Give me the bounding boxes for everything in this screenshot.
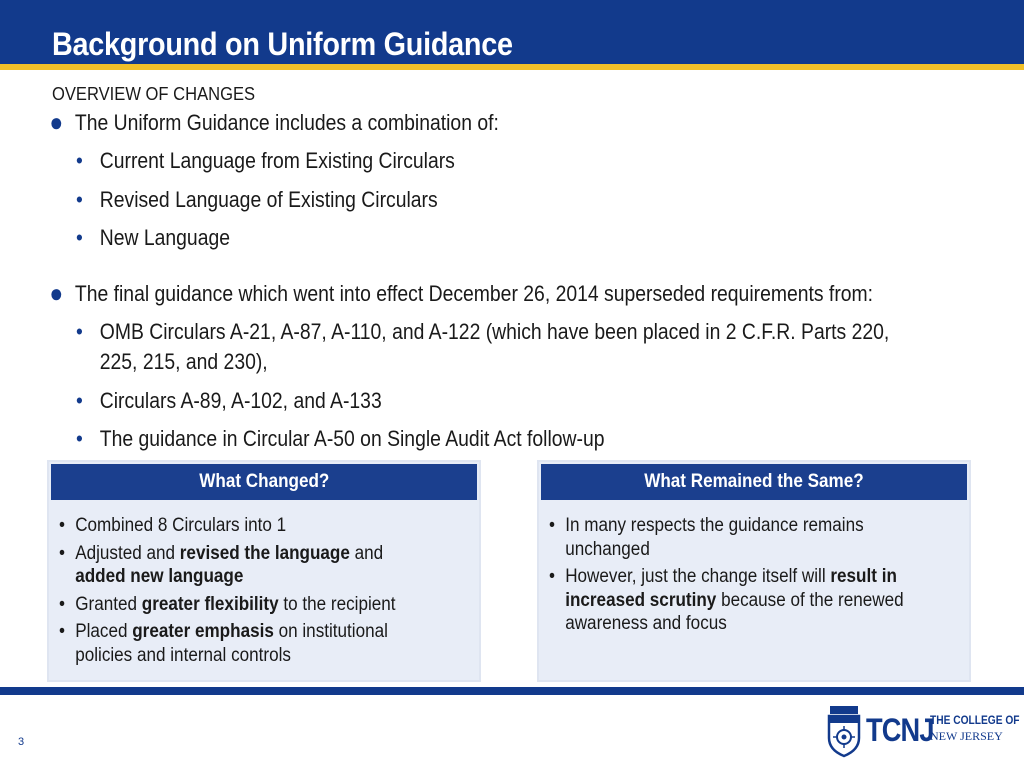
bullet-dot-icon: •: [59, 542, 65, 564]
bullet-dot-icon: •: [76, 426, 83, 451]
what-changed-heading: [51, 464, 477, 500]
sub-bullet-text: Current Language from Existing Circulars: [99, 148, 455, 173]
sub-bullet-item: [76, 187, 438, 213]
item-emphasis: result in increased scrutiny: [565, 566, 897, 611]
bullet-dot-icon: •: [76, 187, 83, 212]
bullet-dot-icon: •: [76, 319, 83, 344]
what-remained-heading: [541, 464, 967, 500]
bullet-dot-icon: •: [549, 566, 555, 587]
item-text: Combined 8 Circulars into 1: [75, 515, 287, 536]
sub-bullet-continuation: [76, 349, 268, 375]
bullet-dot-icon: •: [76, 225, 83, 250]
what-remained-list: [549, 514, 961, 640]
list-item: [59, 542, 487, 589]
item-text: to the recipient: [278, 593, 396, 615]
tcnj-logo: [826, 704, 1020, 760]
item-text: Adjusted and: [75, 542, 180, 564]
slide-subtitle: OVERVIEW OF CHANGES: [52, 84, 256, 104]
bullet-item: [49, 278, 874, 308]
item-text: Granted: [75, 593, 142, 615]
sub-bullet-text: Revised Language of Existing Circulars: [99, 187, 438, 212]
item-text: because of the renewed awareness and focus: [565, 589, 904, 634]
slide-title: Background on Uniform Guidance: [52, 26, 513, 62]
bullet-dot-icon: ●: [49, 278, 64, 308]
item-emphasis: revised the language: [179, 542, 350, 564]
sub-bullet-text: New Language: [99, 225, 231, 250]
bullet-dot-icon: •: [59, 593, 65, 615]
header-accent-line: [0, 64, 1024, 70]
sub-bullet-item: [76, 148, 455, 174]
sub-bullet-item: [76, 388, 382, 414]
list-item: [59, 593, 487, 617]
sub-bullet-item: [76, 319, 889, 345]
bullet-dot-icon: •: [59, 515, 65, 536]
sub-bullet-item: [76, 426, 604, 452]
list-item: [59, 514, 487, 538]
footer-bar: [0, 687, 1024, 695]
bullet-dot-icon: •: [76, 148, 83, 173]
logo-college-text: THE COLLEGE OF: [930, 713, 1020, 727]
sub-bullet-text: Circulars A-89, A-102, and A-133: [99, 388, 382, 413]
item-text: In many respects the guidance remains unchanged: [565, 515, 864, 560]
item-emphasis: added new language: [75, 566, 244, 587]
what-remained-panel: [537, 460, 971, 682]
bullet-dot-icon: •: [76, 388, 83, 413]
item-text: on institutional policies and internal controls: [75, 621, 388, 666]
item-text: and: [349, 542, 384, 564]
sub-bullet-text: The guidance in Circular A-50 on Single Audit Act follow-up: [99, 426, 605, 451]
list-item: [59, 620, 427, 667]
bullet-text: The Uniform Guidance includes a combination of:: [74, 110, 499, 135]
sub-bullet-text: 225, 215, and 230),: [99, 349, 268, 374]
bullet-dot-icon: ●: [49, 107, 64, 137]
sub-bullet-text: OMB Circulars A-21, A-87, A-110, and A-122 (which have been placed in 2 C.F.R. Parts 220,: [99, 319, 890, 344]
page-number: 3: [18, 736, 25, 748]
sub-bullet-item: [76, 225, 230, 251]
panel-heading-text: What Changed?: [198, 471, 330, 492]
bullet-dot-icon: •: [549, 515, 555, 536]
panel-heading-text: What Remained the Same?: [644, 471, 864, 492]
college-seal-icon: [826, 706, 862, 758]
bullet-item: [49, 107, 499, 137]
item-emphasis: greater flexibility: [141, 593, 279, 615]
bullet-dot-icon: •: [59, 621, 65, 642]
item-emphasis: greater emphasis: [132, 621, 274, 642]
logo-state-text: NEW JERSEY: [930, 729, 1003, 743]
list-item: [549, 514, 891, 561]
logo-wordmark: TCNJ: [866, 712, 934, 748]
item-text: Placed: [75, 621, 133, 642]
item-text: However, just the change itself will: [565, 566, 831, 587]
list-item: [549, 565, 936, 636]
what-changed-list: [59, 514, 471, 671]
what-changed-panel: [47, 460, 481, 682]
bullet-text: The final guidance which went into effect December 26, 2014 superseded requirements from:: [74, 281, 874, 306]
